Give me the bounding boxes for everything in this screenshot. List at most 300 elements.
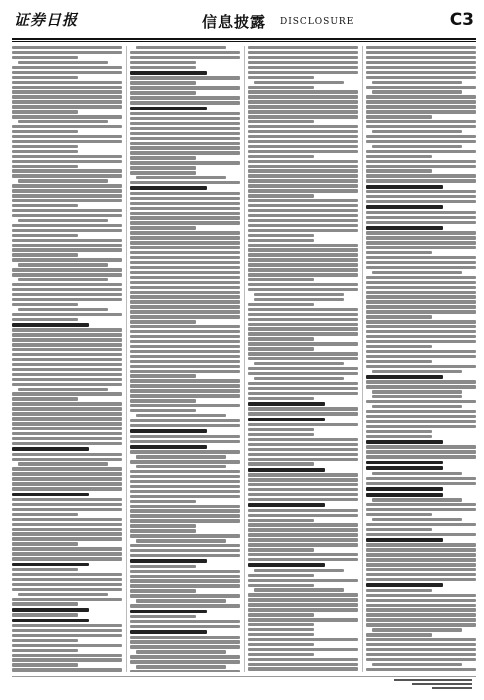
text-line bbox=[12, 568, 78, 571]
text-line bbox=[12, 649, 78, 652]
text-line bbox=[366, 155, 432, 158]
text-line bbox=[136, 665, 226, 668]
text-line bbox=[248, 332, 358, 335]
text-line bbox=[130, 399, 196, 402]
text-line bbox=[12, 624, 122, 627]
text-line bbox=[248, 648, 358, 651]
text-line bbox=[130, 241, 240, 244]
text-line bbox=[130, 549, 240, 552]
text-line bbox=[130, 589, 196, 592]
text-line bbox=[130, 419, 240, 422]
section-heading-line bbox=[12, 563, 89, 567]
text-line bbox=[12, 268, 122, 271]
text-line bbox=[366, 455, 476, 458]
column-divider bbox=[362, 46, 363, 672]
text-line bbox=[366, 276, 476, 279]
text-line bbox=[12, 644, 122, 647]
text-line bbox=[366, 291, 476, 294]
text-line bbox=[130, 146, 240, 149]
text-line bbox=[366, 61, 476, 64]
text-line bbox=[366, 211, 476, 214]
section-title: 信息披露 bbox=[202, 13, 267, 31]
text-line bbox=[130, 636, 240, 639]
text-line bbox=[12, 46, 122, 49]
text-line bbox=[130, 315, 240, 318]
text-line bbox=[366, 513, 432, 516]
text-line bbox=[366, 578, 476, 581]
text-line bbox=[12, 76, 78, 79]
text-line bbox=[248, 244, 358, 247]
text-line bbox=[248, 239, 314, 242]
text-line bbox=[130, 137, 240, 140]
text-line bbox=[248, 130, 358, 133]
text-line bbox=[130, 335, 240, 338]
text-line bbox=[12, 239, 122, 242]
text-line bbox=[366, 445, 476, 448]
text-line bbox=[248, 558, 358, 561]
text-line bbox=[248, 638, 358, 641]
text-line bbox=[248, 392, 358, 395]
text-line bbox=[248, 458, 358, 461]
text-line bbox=[366, 335, 476, 338]
text-line bbox=[366, 380, 476, 383]
section-heading-line bbox=[130, 630, 207, 634]
text-line bbox=[130, 374, 196, 377]
text-line bbox=[12, 537, 122, 540]
text-line bbox=[12, 663, 78, 666]
text-line bbox=[130, 350, 240, 353]
text-line bbox=[18, 308, 108, 311]
text-line bbox=[248, 523, 358, 526]
text-line bbox=[130, 161, 240, 164]
text-line bbox=[248, 519, 314, 522]
text-line bbox=[130, 490, 240, 493]
text-line bbox=[12, 392, 122, 395]
section-heading-line bbox=[366, 538, 443, 542]
text-line bbox=[248, 658, 358, 661]
text-line bbox=[12, 66, 122, 69]
text-line bbox=[366, 256, 476, 259]
text-line bbox=[248, 268, 358, 271]
text-line bbox=[130, 575, 240, 578]
text-line bbox=[12, 135, 122, 138]
text-line bbox=[248, 283, 358, 286]
text-line bbox=[18, 462, 108, 465]
section-heading-line bbox=[366, 226, 443, 230]
text-line bbox=[12, 229, 122, 232]
section-heading-line bbox=[130, 559, 207, 563]
text-line bbox=[130, 604, 240, 607]
text-line bbox=[136, 465, 226, 468]
text-line bbox=[248, 443, 358, 446]
text-line bbox=[130, 271, 240, 274]
text-line bbox=[248, 189, 358, 192]
text-line bbox=[130, 192, 240, 195]
text-line bbox=[248, 598, 358, 601]
text-line bbox=[12, 348, 122, 351]
section-heading-line bbox=[12, 447, 89, 451]
text-line bbox=[248, 462, 314, 465]
section-heading-line bbox=[130, 610, 207, 614]
text-line bbox=[12, 155, 122, 158]
text-line bbox=[12, 90, 122, 93]
text-line bbox=[366, 594, 476, 597]
text-line bbox=[12, 86, 122, 89]
text-line bbox=[130, 181, 240, 184]
text-line bbox=[12, 115, 122, 118]
text-line bbox=[248, 71, 358, 74]
text-line bbox=[254, 81, 344, 84]
text-line bbox=[248, 140, 358, 143]
text-line bbox=[248, 165, 358, 168]
newspaper-logo: 证券日报 bbox=[14, 11, 79, 29]
text-line bbox=[130, 340, 240, 343]
text-line bbox=[130, 171, 196, 174]
text-line bbox=[130, 81, 196, 84]
text-line bbox=[130, 156, 196, 159]
text-line bbox=[248, 135, 358, 138]
text-line bbox=[130, 625, 240, 628]
text-line bbox=[372, 472, 462, 475]
text-line bbox=[366, 613, 476, 616]
text-line bbox=[248, 584, 314, 587]
text-line bbox=[12, 378, 122, 381]
text-line bbox=[366, 410, 476, 413]
text-line bbox=[366, 633, 432, 636]
text-line bbox=[366, 165, 476, 168]
text-line bbox=[248, 253, 358, 256]
text-line bbox=[12, 487, 122, 490]
text-line bbox=[12, 513, 78, 516]
text-line bbox=[248, 623, 314, 626]
text-line bbox=[130, 246, 240, 249]
text-line bbox=[248, 160, 358, 163]
section-heading-line bbox=[248, 503, 325, 507]
text-line bbox=[130, 655, 240, 658]
text-line bbox=[366, 169, 432, 172]
text-line bbox=[12, 412, 122, 415]
text-line bbox=[248, 387, 358, 390]
text-line bbox=[12, 358, 122, 361]
text-line bbox=[366, 360, 432, 363]
text-line bbox=[130, 514, 240, 517]
column-divider bbox=[244, 46, 245, 672]
text-line bbox=[366, 668, 476, 671]
section-heading-line bbox=[248, 418, 325, 422]
text-line bbox=[130, 310, 240, 313]
text-line bbox=[372, 395, 462, 398]
text-line bbox=[136, 539, 226, 542]
text-line bbox=[130, 251, 240, 254]
text-line bbox=[366, 95, 476, 98]
text-line bbox=[366, 400, 476, 403]
text-line bbox=[248, 382, 358, 385]
text-line bbox=[130, 295, 240, 298]
text-line bbox=[248, 318, 358, 321]
text-line bbox=[366, 281, 476, 284]
text-line bbox=[248, 453, 358, 456]
text-line bbox=[366, 300, 476, 303]
text-line bbox=[248, 204, 358, 207]
section-heading-line bbox=[248, 468, 325, 472]
text-line bbox=[12, 81, 122, 84]
text-line bbox=[366, 340, 476, 343]
text-line bbox=[12, 244, 122, 247]
text-line bbox=[130, 670, 240, 672]
text-line bbox=[136, 650, 226, 653]
text-line bbox=[248, 618, 358, 621]
text-line bbox=[366, 415, 476, 418]
text-line bbox=[130, 236, 240, 239]
text-line bbox=[12, 343, 122, 346]
text-line bbox=[248, 579, 358, 582]
newspaper-page bbox=[12, 8, 476, 692]
section-heading-line bbox=[12, 493, 89, 497]
text-line bbox=[18, 120, 108, 123]
text-line bbox=[12, 353, 122, 356]
text-line bbox=[248, 303, 314, 306]
text-line bbox=[366, 653, 476, 656]
text-line bbox=[248, 327, 358, 330]
text-line bbox=[12, 634, 122, 637]
text-line bbox=[248, 498, 358, 501]
text-line bbox=[130, 620, 240, 623]
text-line bbox=[366, 174, 476, 177]
text-line bbox=[12, 467, 122, 470]
text-line bbox=[248, 120, 314, 123]
section-heading-line bbox=[130, 71, 207, 75]
text-line bbox=[366, 604, 476, 607]
text-line bbox=[248, 412, 358, 415]
text-line bbox=[130, 221, 240, 224]
text-line bbox=[130, 579, 240, 582]
text-line bbox=[254, 588, 344, 591]
text-line bbox=[12, 100, 122, 103]
text-line bbox=[248, 169, 358, 172]
article-columns bbox=[12, 46, 476, 672]
text-line bbox=[18, 179, 108, 182]
text-line bbox=[366, 140, 476, 143]
text-line bbox=[136, 599, 226, 602]
text-line bbox=[366, 435, 432, 438]
signature-line bbox=[412, 683, 472, 685]
section-heading-line bbox=[366, 205, 443, 209]
text-line bbox=[130, 529, 196, 532]
text-line bbox=[12, 293, 122, 296]
text-line bbox=[130, 96, 240, 99]
text-line bbox=[130, 345, 240, 348]
text-line bbox=[248, 372, 358, 375]
text-line bbox=[366, 558, 476, 561]
section-heading-line bbox=[366, 583, 443, 587]
text-line bbox=[248, 313, 358, 316]
text-line bbox=[248, 219, 358, 222]
text-line bbox=[366, 508, 476, 511]
text-line bbox=[12, 508, 122, 511]
text-line bbox=[12, 542, 78, 545]
text-line bbox=[12, 422, 122, 425]
text-line bbox=[366, 251, 432, 254]
text-line bbox=[12, 437, 122, 440]
section-heading-line bbox=[130, 445, 207, 449]
text-line bbox=[12, 165, 78, 168]
text-line bbox=[366, 56, 476, 59]
text-line bbox=[18, 388, 108, 391]
text-line bbox=[248, 110, 358, 113]
text-line bbox=[366, 365, 476, 368]
text-line bbox=[366, 599, 476, 602]
text-line bbox=[366, 190, 476, 193]
text-column-2 bbox=[130, 46, 240, 672]
text-line bbox=[248, 608, 358, 611]
text-line bbox=[366, 216, 476, 219]
text-line bbox=[248, 653, 314, 656]
text-line bbox=[366, 330, 476, 333]
text-line bbox=[130, 404, 240, 407]
text-line bbox=[248, 278, 314, 281]
text-line bbox=[12, 482, 122, 485]
text-line bbox=[130, 355, 240, 358]
text-line bbox=[18, 278, 108, 281]
text-line bbox=[248, 603, 358, 606]
text-line bbox=[372, 405, 462, 408]
text-line bbox=[130, 500, 196, 503]
text-line bbox=[372, 271, 462, 274]
text-line bbox=[248, 478, 358, 481]
text-line bbox=[130, 300, 240, 303]
text-line bbox=[130, 197, 240, 200]
text-line bbox=[136, 46, 226, 49]
text-line bbox=[12, 654, 122, 657]
text-line bbox=[248, 150, 358, 153]
section-heading-line bbox=[12, 323, 89, 327]
text-line bbox=[12, 288, 122, 291]
text-line bbox=[366, 241, 476, 244]
text-line bbox=[130, 86, 240, 89]
text-line bbox=[248, 194, 314, 197]
text-line bbox=[372, 145, 462, 148]
text-line bbox=[12, 160, 122, 163]
text-line bbox=[12, 298, 122, 301]
text-line bbox=[248, 95, 358, 98]
text-line bbox=[12, 458, 122, 461]
text-line bbox=[366, 523, 476, 526]
text-line bbox=[366, 46, 476, 49]
text-line bbox=[12, 453, 122, 456]
text-line bbox=[12, 639, 78, 642]
text-line bbox=[254, 362, 344, 365]
text-line bbox=[248, 538, 358, 541]
text-line bbox=[372, 90, 462, 93]
text-line bbox=[12, 95, 122, 98]
text-line bbox=[12, 318, 78, 321]
text-line bbox=[12, 547, 122, 550]
text-line bbox=[130, 615, 196, 618]
text-line bbox=[248, 473, 358, 476]
section-heading-line bbox=[12, 608, 89, 612]
text-line bbox=[12, 397, 78, 400]
text-line bbox=[372, 81, 462, 84]
text-line bbox=[12, 328, 122, 331]
text-line bbox=[248, 433, 314, 436]
text-line bbox=[130, 286, 240, 289]
text-line bbox=[12, 498, 122, 501]
text-line bbox=[12, 368, 122, 371]
masthead-rule-thin bbox=[12, 41, 476, 42]
text-line bbox=[366, 115, 432, 118]
text-line bbox=[366, 563, 476, 566]
text-line bbox=[12, 303, 78, 306]
text-line bbox=[130, 61, 196, 64]
text-line bbox=[12, 518, 122, 521]
text-line bbox=[12, 71, 122, 74]
text-line bbox=[366, 310, 476, 313]
text-line bbox=[130, 480, 240, 483]
text-line bbox=[130, 450, 240, 453]
text-line bbox=[12, 204, 78, 207]
text-line bbox=[366, 135, 476, 138]
text-line bbox=[366, 573, 476, 576]
section-heading-line bbox=[366, 461, 443, 465]
text-line bbox=[130, 66, 196, 69]
text-line bbox=[366, 385, 476, 388]
text-line bbox=[248, 90, 358, 93]
text-line bbox=[372, 498, 462, 501]
text-line bbox=[366, 179, 476, 182]
text-line bbox=[130, 384, 240, 387]
text-line bbox=[248, 342, 358, 345]
text-line bbox=[18, 593, 108, 596]
text-line bbox=[130, 281, 240, 284]
section-title-en: DISCLOSURE bbox=[280, 17, 355, 27]
text-line bbox=[130, 424, 240, 427]
text-line bbox=[12, 224, 122, 227]
text-line bbox=[18, 61, 108, 64]
text-line bbox=[366, 246, 476, 249]
text-line bbox=[12, 523, 122, 526]
text-line bbox=[248, 643, 314, 646]
text-line bbox=[130, 151, 240, 154]
text-line bbox=[130, 51, 240, 54]
masthead-rule bbox=[12, 38, 476, 40]
text-line bbox=[366, 350, 476, 353]
text-line bbox=[12, 258, 122, 261]
text-line bbox=[12, 427, 122, 430]
text-line bbox=[248, 179, 358, 182]
text-line bbox=[248, 323, 358, 326]
text-line bbox=[372, 518, 462, 521]
text-line bbox=[130, 645, 240, 648]
text-line bbox=[366, 543, 476, 546]
text-line bbox=[130, 584, 240, 587]
signature-block bbox=[392, 679, 472, 690]
section-heading-line bbox=[366, 493, 443, 497]
text-line bbox=[366, 66, 476, 69]
text-line bbox=[130, 226, 196, 229]
text-line bbox=[366, 450, 476, 453]
text-line bbox=[248, 574, 314, 577]
text-line bbox=[366, 261, 476, 264]
text-line bbox=[366, 150, 476, 153]
text-line bbox=[248, 66, 358, 69]
text-line bbox=[248, 46, 358, 49]
text-line bbox=[366, 51, 476, 54]
text-line bbox=[130, 216, 240, 219]
text-line bbox=[130, 122, 240, 125]
signature-line bbox=[432, 687, 472, 689]
text-line bbox=[130, 207, 240, 210]
text-line bbox=[130, 640, 240, 643]
